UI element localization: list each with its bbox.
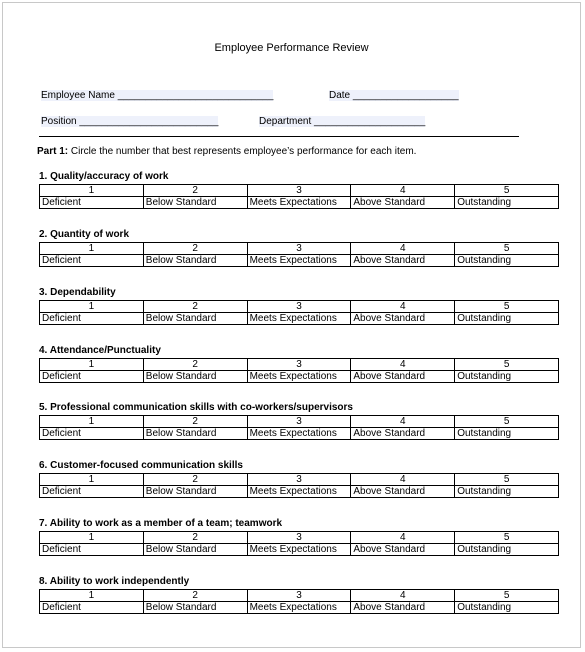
rating-3[interactable]: 3 (247, 185, 351, 197)
rating-4[interactable]: 4 (351, 359, 455, 371)
rating-5[interactable]: 5 (455, 301, 559, 313)
label-below-standard: Below Standard (143, 602, 247, 614)
label-outstanding: Outstanding (455, 313, 559, 325)
rating-2[interactable]: 2 (143, 243, 247, 255)
rating-5[interactable]: 5 (455, 590, 559, 602)
label-above-standard: Above Standard (351, 602, 455, 614)
item-title: 6. Customer-focused communication skills (39, 460, 243, 471)
label-meets-expectations: Meets Expectations (247, 544, 351, 556)
label-below-standard: Below Standard (143, 313, 247, 325)
rating-table (39, 300, 559, 325)
label-outstanding: Outstanding (455, 428, 559, 440)
label-below-standard: Below Standard (143, 371, 247, 383)
department-label: Department ____________________ (259, 116, 426, 127)
label-outstanding: Outstanding (455, 371, 559, 383)
rating-item-2 (39, 228, 559, 267)
label-outstanding: Outstanding (455, 544, 559, 556)
label-meets-expectations: Meets Expectations (247, 428, 351, 440)
item-title: 3. Dependability (39, 287, 116, 298)
label-outstanding: Outstanding (455, 255, 559, 267)
label-outstanding: Outstanding (455, 602, 559, 614)
rating-table (39, 415, 559, 440)
label-outstanding: Outstanding (455, 486, 559, 498)
rating-1[interactable]: 1 (40, 301, 144, 313)
label-below-standard: Below Standard (143, 544, 247, 556)
rating-3[interactable]: 3 (247, 532, 351, 544)
department-field[interactable] (259, 116, 425, 127)
rating-2[interactable]: 2 (143, 416, 247, 428)
rating-3[interactable]: 3 (247, 301, 351, 313)
label-below-standard: Below Standard (143, 255, 247, 267)
label-above-standard: Above Standard (351, 371, 455, 383)
rating-5[interactable]: 5 (455, 532, 559, 544)
rating-2[interactable]: 2 (143, 301, 247, 313)
label-meets-expectations: Meets Expectations (247, 197, 351, 209)
part1-text: Circle the number that best represents employee’s performance for each item. (70, 146, 417, 157)
part1-label: Part 1: (37, 146, 69, 157)
label-above-standard: Above Standard (351, 313, 455, 325)
rating-4[interactable]: 4 (351, 474, 455, 486)
rating-2[interactable]: 2 (143, 185, 247, 197)
rating-5[interactable]: 5 (455, 359, 559, 371)
rating-table (39, 473, 559, 498)
rating-1[interactable]: 1 (40, 359, 144, 371)
part1-instructions (37, 146, 416, 157)
label-deficient: Deficient (40, 197, 144, 209)
rating-3[interactable]: 3 (247, 474, 351, 486)
rating-table (39, 184, 559, 209)
page-title: Employee Performance Review (214, 42, 369, 54)
item-title: 4. Attendance/Punctuality (39, 345, 161, 356)
rating-item-3 (39, 286, 559, 325)
item-title: 7. Ability to work as a member of a team; teamwork (39, 518, 283, 529)
rating-item-1 (39, 170, 559, 209)
label-above-standard: Above Standard (351, 428, 455, 440)
label-meets-expectations: Meets Expectations (247, 255, 351, 267)
rating-2[interactable]: 2 (143, 359, 247, 371)
position-label: Position _________________________ (41, 116, 219, 127)
rating-1[interactable]: 1 (40, 416, 144, 428)
date-label: Date ___________________ (329, 90, 459, 101)
rating-5[interactable]: 5 (455, 243, 559, 255)
header-divider (39, 136, 519, 137)
rating-1[interactable]: 1 (40, 185, 144, 197)
item-title: 5. Professional communication skills with co-workers/supervisors (39, 402, 353, 413)
label-meets-expectations: Meets Expectations (247, 313, 351, 325)
label-meets-expectations: Meets Expectations (247, 486, 351, 498)
rating-4[interactable]: 4 (351, 416, 455, 428)
rating-item-7 (39, 517, 559, 556)
rating-table (39, 531, 559, 556)
label-below-standard: Below Standard (143, 197, 247, 209)
rating-1[interactable]: 1 (40, 243, 144, 255)
label-deficient: Deficient (40, 428, 144, 440)
rating-3[interactable]: 3 (247, 416, 351, 428)
label-deficient: Deficient (40, 602, 144, 614)
rating-1[interactable]: 1 (40, 532, 144, 544)
rating-5[interactable]: 5 (455, 474, 559, 486)
rating-2[interactable]: 2 (143, 474, 247, 486)
label-below-standard: Below Standard (143, 428, 247, 440)
rating-table (39, 358, 559, 383)
rating-item-8 (39, 575, 559, 614)
rating-4[interactable]: 4 (351, 185, 455, 197)
rating-4[interactable]: 4 (351, 301, 455, 313)
position-field[interactable] (41, 116, 218, 127)
date-field[interactable] (329, 90, 459, 101)
employee-name-label: Employee Name ____________________________ (41, 90, 274, 101)
label-deficient: Deficient (40, 255, 144, 267)
label-deficient: Deficient (40, 313, 144, 325)
label-deficient: Deficient (40, 371, 144, 383)
rating-4[interactable]: 4 (351, 532, 455, 544)
rating-4[interactable]: 4 (351, 590, 455, 602)
label-above-standard: Above Standard (351, 486, 455, 498)
rating-item-4 (39, 344, 559, 383)
item-title: 1. Quality/accuracy of work (39, 171, 169, 182)
label-deficient: Deficient (40, 486, 144, 498)
rating-5[interactable]: 5 (455, 185, 559, 197)
label-deficient: Deficient (40, 544, 144, 556)
rating-4[interactable]: 4 (351, 243, 455, 255)
rating-table (39, 589, 559, 614)
rating-2[interactable]: 2 (143, 590, 247, 602)
rating-3[interactable]: 3 (247, 359, 351, 371)
label-above-standard: Above Standard (351, 255, 455, 267)
rating-item-5 (39, 401, 559, 440)
rating-1[interactable]: 1 (40, 474, 144, 486)
rating-3[interactable]: 3 (247, 243, 351, 255)
rating-3[interactable]: 3 (247, 590, 351, 602)
label-above-standard: Above Standard (351, 544, 455, 556)
label-meets-expectations: Meets Expectations (247, 602, 351, 614)
rating-table (39, 242, 559, 267)
label-outstanding: Outstanding (455, 197, 559, 209)
label-meets-expectations: Meets Expectations (247, 371, 351, 383)
document-page (2, 2, 581, 648)
employee-name-field[interactable] (41, 90, 273, 101)
label-below-standard: Below Standard (143, 486, 247, 498)
rating-1[interactable]: 1 (40, 590, 144, 602)
rating-2[interactable]: 2 (143, 532, 247, 544)
item-title: 2. Quantity of work (39, 229, 130, 240)
label-above-standard: Above Standard (351, 197, 455, 209)
rating-item-6 (39, 459, 559, 498)
rating-5[interactable]: 5 (455, 416, 559, 428)
item-title: 8. Ability to work independently (39, 576, 190, 587)
